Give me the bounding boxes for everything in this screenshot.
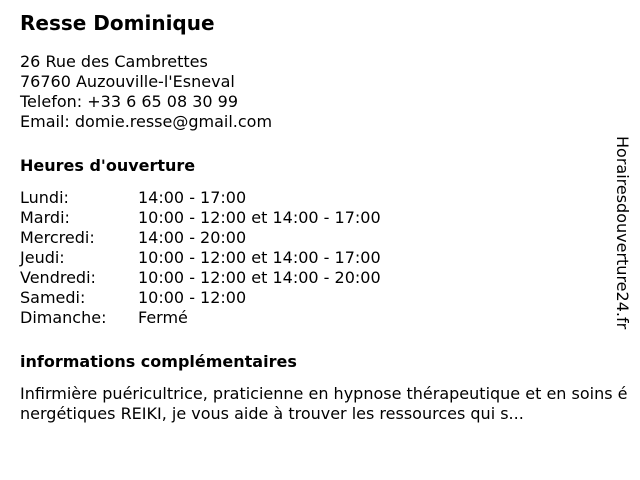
- hours-time: 10:00 - 12:00 et 14:00 - 17:00: [138, 208, 381, 227]
- hours-row-samedi: [20, 288, 620, 308]
- hours-row-dimanche: [20, 308, 620, 328]
- hours-time: 10:00 - 12:00 et 14:00 - 20:00: [138, 268, 381, 287]
- hours-day: Dimanche:: [20, 308, 107, 327]
- hours-day: Jeudi:: [20, 248, 65, 267]
- phone-number: Telefon: +33 6 65 08 30 99: [20, 92, 239, 111]
- hours-day: Mercredi:: [20, 228, 95, 247]
- info-heading: informations complémentaires: [20, 352, 297, 371]
- hours-row-mardi: [20, 208, 620, 228]
- hours-time: 10:00 - 12:00: [138, 288, 247, 307]
- hours-time: 14:00 - 17:00: [138, 188, 247, 207]
- hours-time: 14:00 - 20:00: [138, 228, 247, 247]
- hours-row-mercredi: [20, 228, 620, 248]
- hours-day: Samedi:: [20, 288, 86, 307]
- street-address: 26 Rue des Cambrettes: [20, 52, 208, 71]
- hours-table: [20, 188, 620, 328]
- hours-day: Mardi:: [20, 208, 70, 227]
- address-block: [20, 52, 620, 132]
- hours-time: 10:00 - 12:00 et 14:00 - 17:00: [138, 248, 381, 267]
- hours-day: Lundi:: [20, 188, 69, 207]
- business-name: Resse Dominique: [20, 11, 215, 35]
- hours-row-jeudi: [20, 248, 620, 268]
- hours-row-vendredi: [20, 268, 620, 288]
- hours-row-lundi: [20, 188, 620, 208]
- info-description: Infirmière puéricultrice, praticienne en hypnose thérapeutique et en soins énergétiques REIKI, je vous aide à trouver les ressources qui s...: [20, 384, 628, 423]
- hours-day: Vendredi:: [20, 268, 96, 287]
- email-address: Email: domie.resse@gmail.com: [20, 112, 273, 131]
- watermark-text: Horairesdouverture24.fr: [613, 136, 632, 330]
- city-postcode: 76760 Auzouville-l'Esneval: [20, 72, 235, 91]
- hours-heading: Heures d'ouverture: [20, 156, 196, 175]
- hours-time: Fermé: [138, 308, 188, 327]
